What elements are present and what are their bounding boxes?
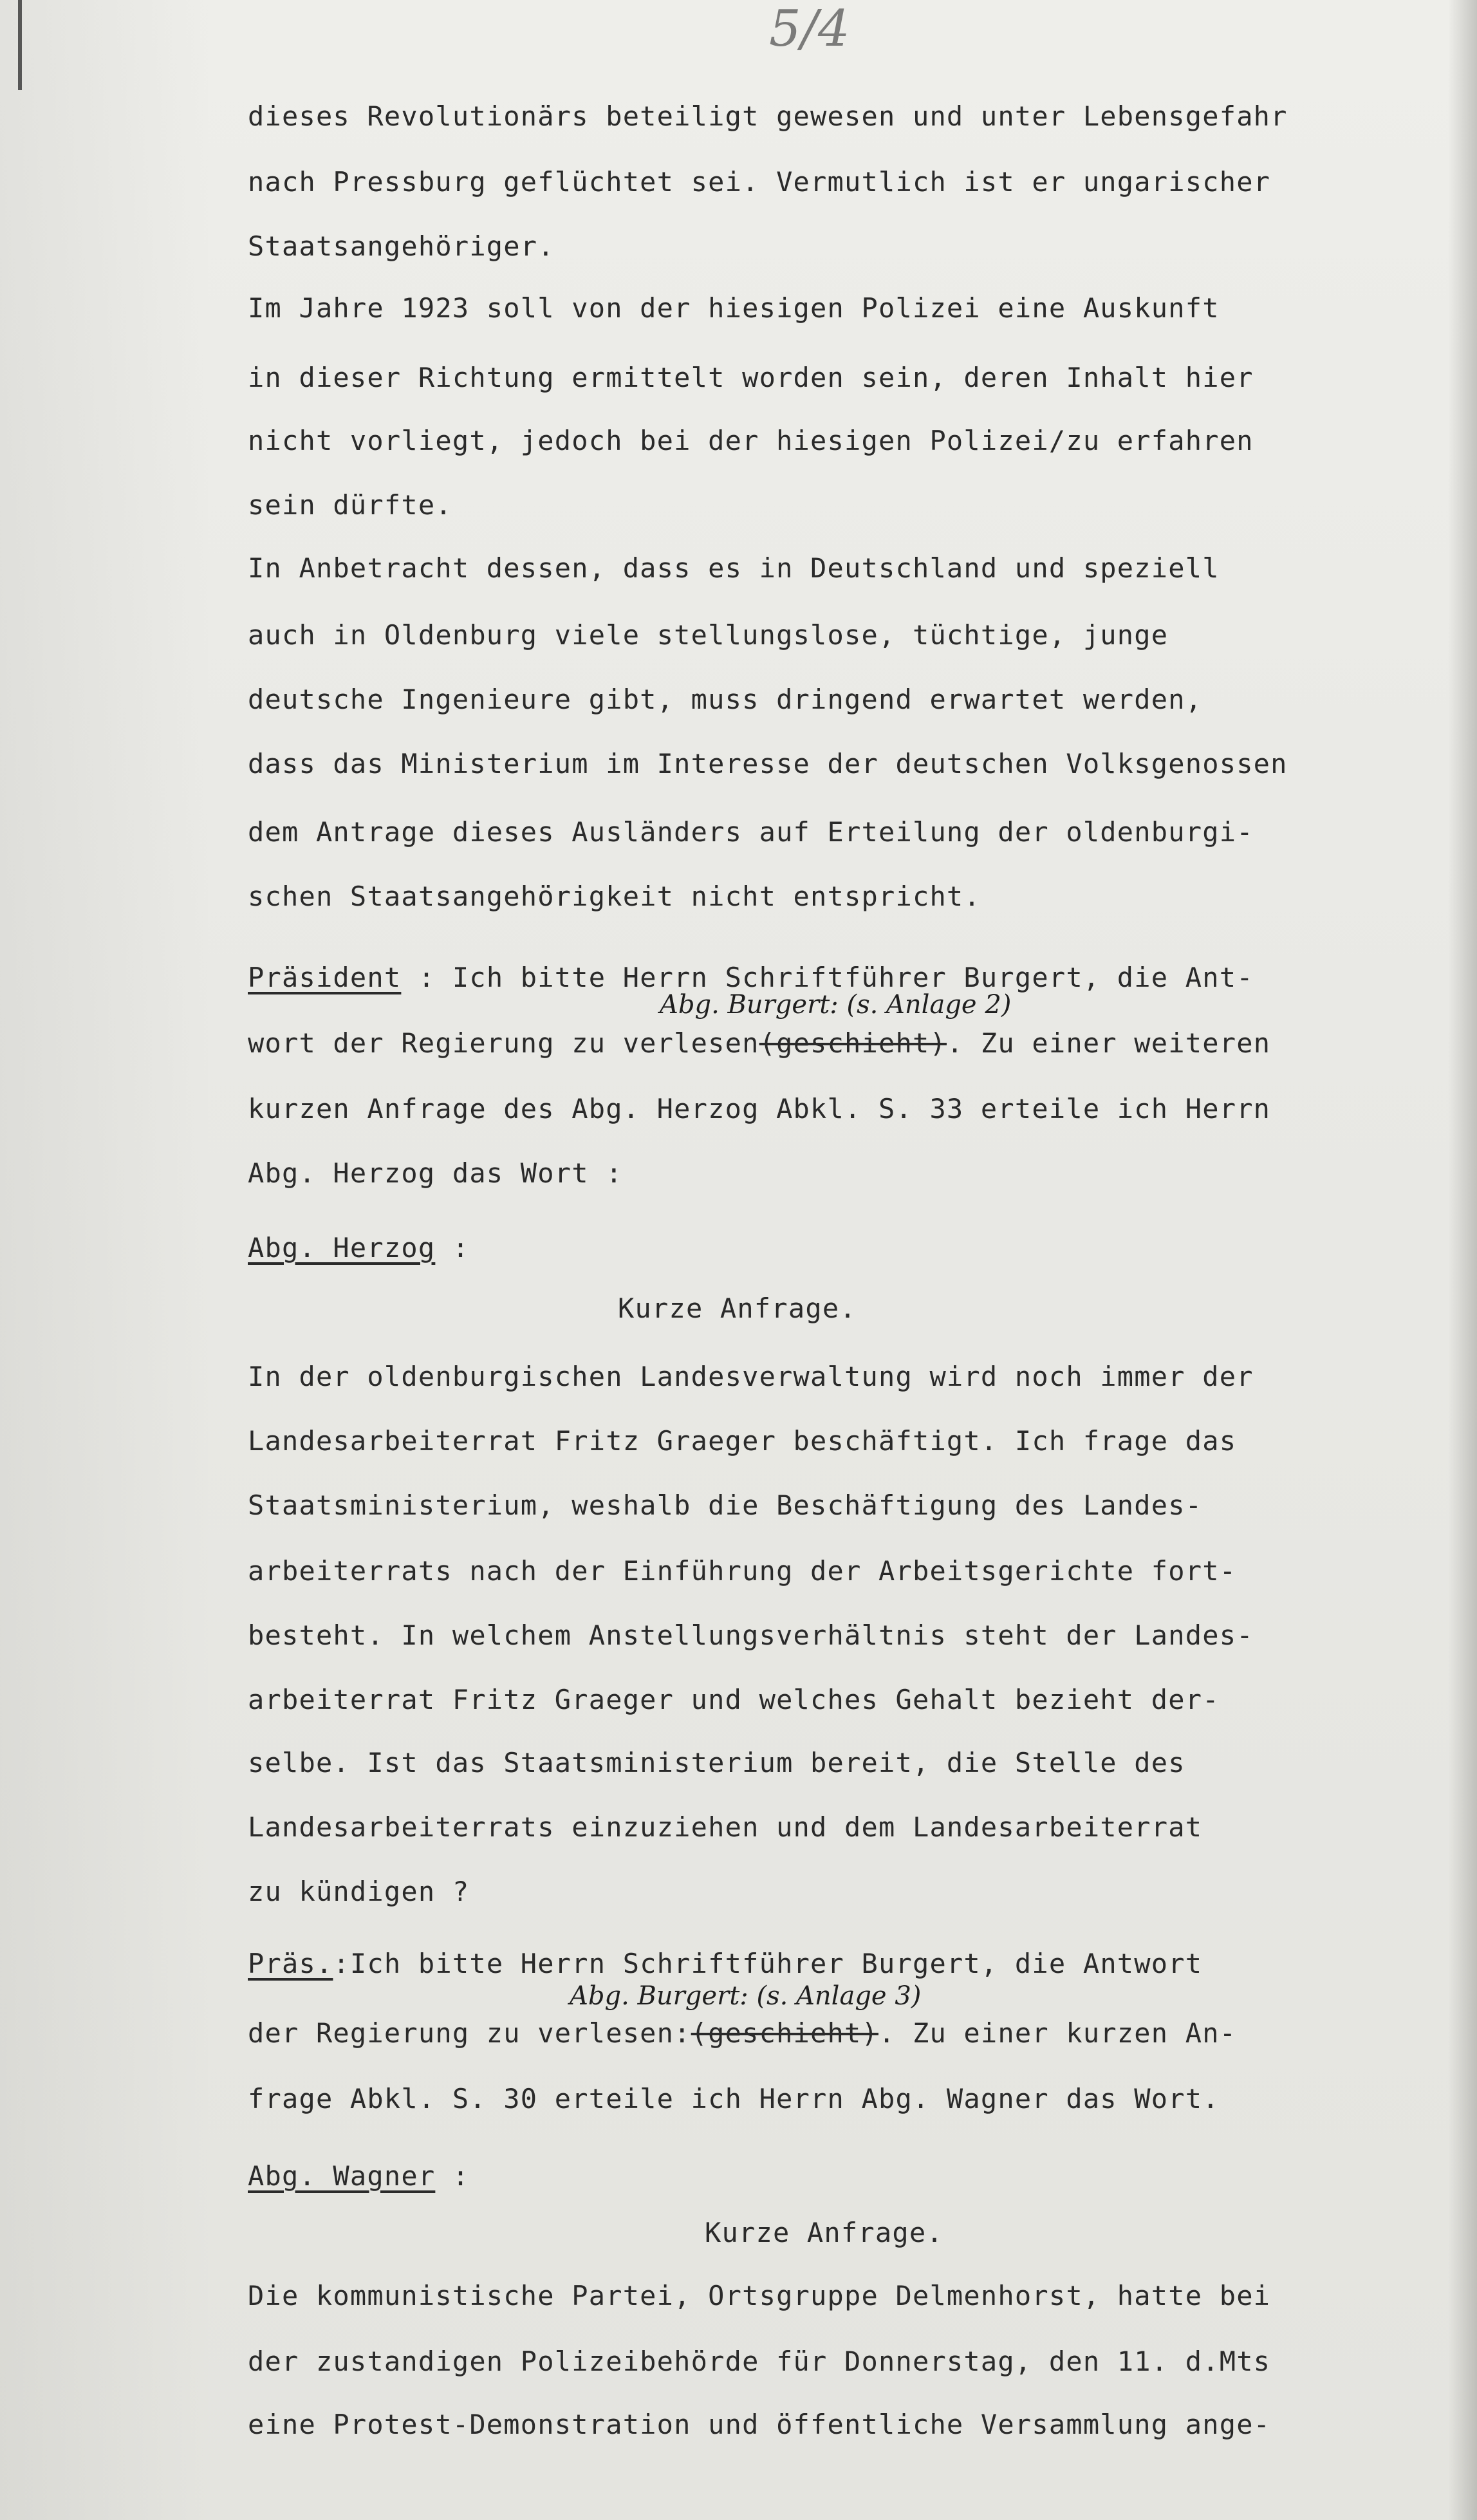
body-line: in dieser Richtung ermittelt worden sein, deren Inhalt hier [248, 362, 1254, 393]
body-line: eine Protest-Demonstration und öffentliche Versammlung ange- [248, 2409, 1271, 2440]
body-line: auch in Oldenburg viele stellungslose, tüchtige, junge [248, 619, 1169, 651]
speaker-name: Abg. Herzog [248, 1232, 436, 1264]
president-line: kurzen Anfrage des Abg. Herzog Abkl. S. 33 erteile ich Herrn [248, 1093, 1271, 1125]
speech-text: :Ich bitte Herrn Schriftführer Burgert, die Antwort [333, 1948, 1203, 1979]
speaker-suffix: : [435, 1232, 470, 1264]
body-line: Im Jahre 1923 soll von der hiesigen Polizei eine Auskunft [248, 292, 1220, 324]
president-line [248, 1027, 1271, 1059]
speaker-line [248, 2160, 470, 2192]
speaker-name: Abg. Wagner [248, 2160, 436, 2192]
body-line: Landesarbeiterrat Fritz Graeger beschäftigt. Ich frage das [248, 1425, 1237, 1457]
body-line: arbeiterrats nach der Einführung der Arbeitsgerichte fort- [248, 1555, 1237, 1587]
struck-text: (geschieht) [759, 1027, 947, 1059]
body-line: dass das Ministerium im Interesse der deutschen Volksgenossen [248, 748, 1288, 779]
president-line: Abg. Herzog das Wort : [248, 1157, 623, 1189]
body-line: dieses Revolutionärs beteiligt gewesen und unter Lebensgefahr [248, 100, 1288, 132]
body-line: nach Pressburg geflüchtet sei. Vermutlich ist er ungarischer [248, 166, 1271, 198]
body-line: In der oldenburgischen Landesverwaltung wird noch immer der [248, 1361, 1254, 1392]
speech-text: . Zu einer weiteren [946, 1027, 1271, 1059]
speaker-suffix: : [435, 2160, 470, 2192]
body-line: sein dürfte. [248, 489, 452, 521]
body-line: schen Staatsangehörigkeit nicht entspricht. [248, 881, 981, 912]
speaker-line [248, 1232, 470, 1264]
speech-text: . Zu einer kurzen An- [878, 2017, 1237, 2049]
body-line: Staatsangehöriger. [248, 230, 555, 262]
page-number: 5/4 [769, 0, 850, 58]
handwritten-annotation: Abg. Burgert: (s. Anlage 3) [570, 1981, 922, 2011]
president-line [248, 964, 1254, 991]
body-line: dem Antrage dieses Ausländers auf Erteilung der oldenburgi- [248, 816, 1254, 848]
body-line: Landesarbeiterrats einzuziehen und dem Landesarbeiterrat [248, 1811, 1203, 1843]
binding-mark [18, 0, 22, 90]
section-heading: Kurze Anfrage. [705, 2217, 943, 2248]
body-line: deutsche Ingenieure gibt, muss dringend erwartet werden, [248, 684, 1203, 715]
speech-text: der Regierung zu verlesen: [248, 2017, 691, 2049]
speaker-name: Präs. [248, 1948, 333, 1979]
body-line: In Anbetracht dessen, dass es in Deutschland und speziell [248, 552, 1220, 584]
body-line: zu kündigen ? [248, 1876, 470, 1907]
president-line: frage Abkl. S. 30 erteile ich Herrn Abg. Wagner das Wort. [248, 2083, 1220, 2114]
body-line: selbe. Ist das Staatsministerium bereit, die Stelle des [248, 1747, 1185, 1778]
body-line: Staatsministerium, weshalb die Beschäftigung des Landes- [248, 1489, 1203, 1521]
handwritten-annotation: Abg. Burgert: (s. Anlage 2) [660, 990, 1012, 1020]
body-line: nicht vorliegt, jedoch bei der hiesigen Polizei/zu erfahren [248, 425, 1254, 456]
speaker-name: Präsident [248, 962, 402, 993]
president-line [248, 1950, 1202, 1977]
body-line: Die kommunistische Partei, Ortsgruppe Delmenhorst, hatte bei [248, 2280, 1271, 2311]
speech-text: wort der Regierung zu verlesen [248, 1027, 759, 1059]
page-edge [1448, 0, 1477, 2520]
section-heading: Kurze Anfrage. [618, 1293, 857, 1324]
president-line [248, 2017, 1237, 2049]
page-shadow [0, 0, 212, 2520]
body-line: arbeiterrat Fritz Graeger und welches Gehalt bezieht der- [248, 1684, 1220, 1715]
speech-text: : Ich bitte Herrn Schriftführer Burgert, die Ant- [401, 962, 1254, 993]
body-line: besteht. In welchem Anstellungsverhältnis steht der Landes- [248, 1619, 1254, 1651]
struck-text: (geschieht) [691, 2017, 878, 2049]
bleed-through-text [792, 238, 1110, 264]
body-line: der zustandigen Polizeibehörde für Donnerstag, den 11. d.Mts [248, 2346, 1271, 2377]
